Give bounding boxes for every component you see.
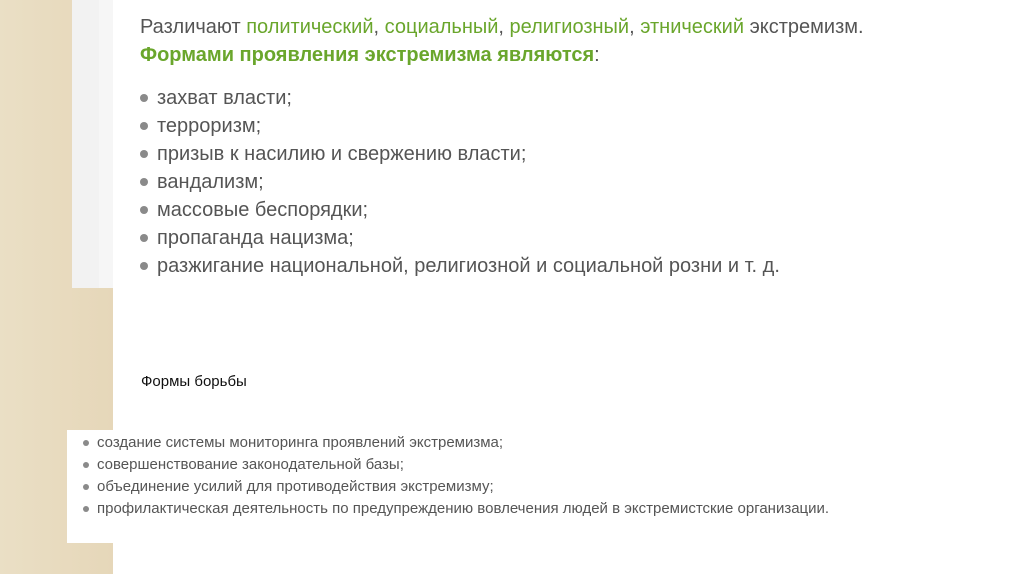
forms-list <box>140 84 780 280</box>
list-item-text: пропаганда нацизма; <box>157 227 354 249</box>
type-political: политический <box>246 16 374 38</box>
list-item-text: профилактическая деятельность по предупреждению вовлечения людей в экстремистские организации. <box>97 500 830 517</box>
bullet-icon <box>140 206 148 214</box>
list-item <box>83 476 829 498</box>
list-item-text: вандализм; <box>157 171 264 193</box>
panel-shadow-edge <box>72 0 113 288</box>
bullet-icon <box>140 178 148 186</box>
list-item-text: объединение усилий для противодействия экстремизму; <box>97 478 494 495</box>
forms-heading-text: Формами проявления экстремизма являются <box>140 44 595 66</box>
intro-separator: , <box>373 16 385 38</box>
list-item-text: совершенствование законодательной базы; <box>97 456 404 473</box>
forms-heading-colon: : <box>594 44 600 66</box>
extremism-types-sentence <box>140 13 864 41</box>
list-item <box>140 252 780 280</box>
list-item <box>140 224 780 252</box>
type-religious: религиозный <box>509 16 630 38</box>
intro-separator: , <box>629 16 641 38</box>
bullet-icon <box>140 122 148 130</box>
list-item-text: разжигание национальной, религиозной и социальной розни и т. д. <box>157 255 780 277</box>
list-item <box>140 112 780 140</box>
type-social: социальный <box>384 16 499 38</box>
panel-shadow-strip <box>72 0 99 288</box>
list-item <box>140 168 780 196</box>
list-item-text: создание системы мониторинга проявлений экстремизма; <box>97 434 504 451</box>
intro-separator: , <box>498 16 510 38</box>
list-item-text: терроризм; <box>157 115 262 137</box>
bullet-icon <box>140 234 148 242</box>
bullet-icon <box>83 462 89 468</box>
bullet-icon <box>83 484 89 490</box>
forms-heading <box>140 41 600 69</box>
list-item <box>140 84 780 112</box>
list-item <box>83 432 829 454</box>
fight-forms-list <box>83 432 829 520</box>
fight-forms-heading: Формы борьбы <box>141 373 247 390</box>
list-item-text: захват власти; <box>157 87 292 109</box>
list-item-text: призыв к насилию и свержению власти; <box>157 143 527 165</box>
bullet-icon <box>140 94 148 102</box>
list-item <box>83 498 829 520</box>
intro-prefix: Различают <box>140 16 247 38</box>
bullet-icon <box>83 440 89 446</box>
list-item-text: массовые беспорядки; <box>157 199 369 221</box>
list-item <box>83 454 829 476</box>
bullet-icon <box>83 506 89 512</box>
list-item <box>140 196 780 224</box>
bullet-icon <box>140 150 148 158</box>
intro-suffix: экстремизм. <box>744 16 864 38</box>
bullet-icon <box>140 262 148 270</box>
type-ethnic: этнический <box>640 16 745 38</box>
list-item <box>140 140 780 168</box>
